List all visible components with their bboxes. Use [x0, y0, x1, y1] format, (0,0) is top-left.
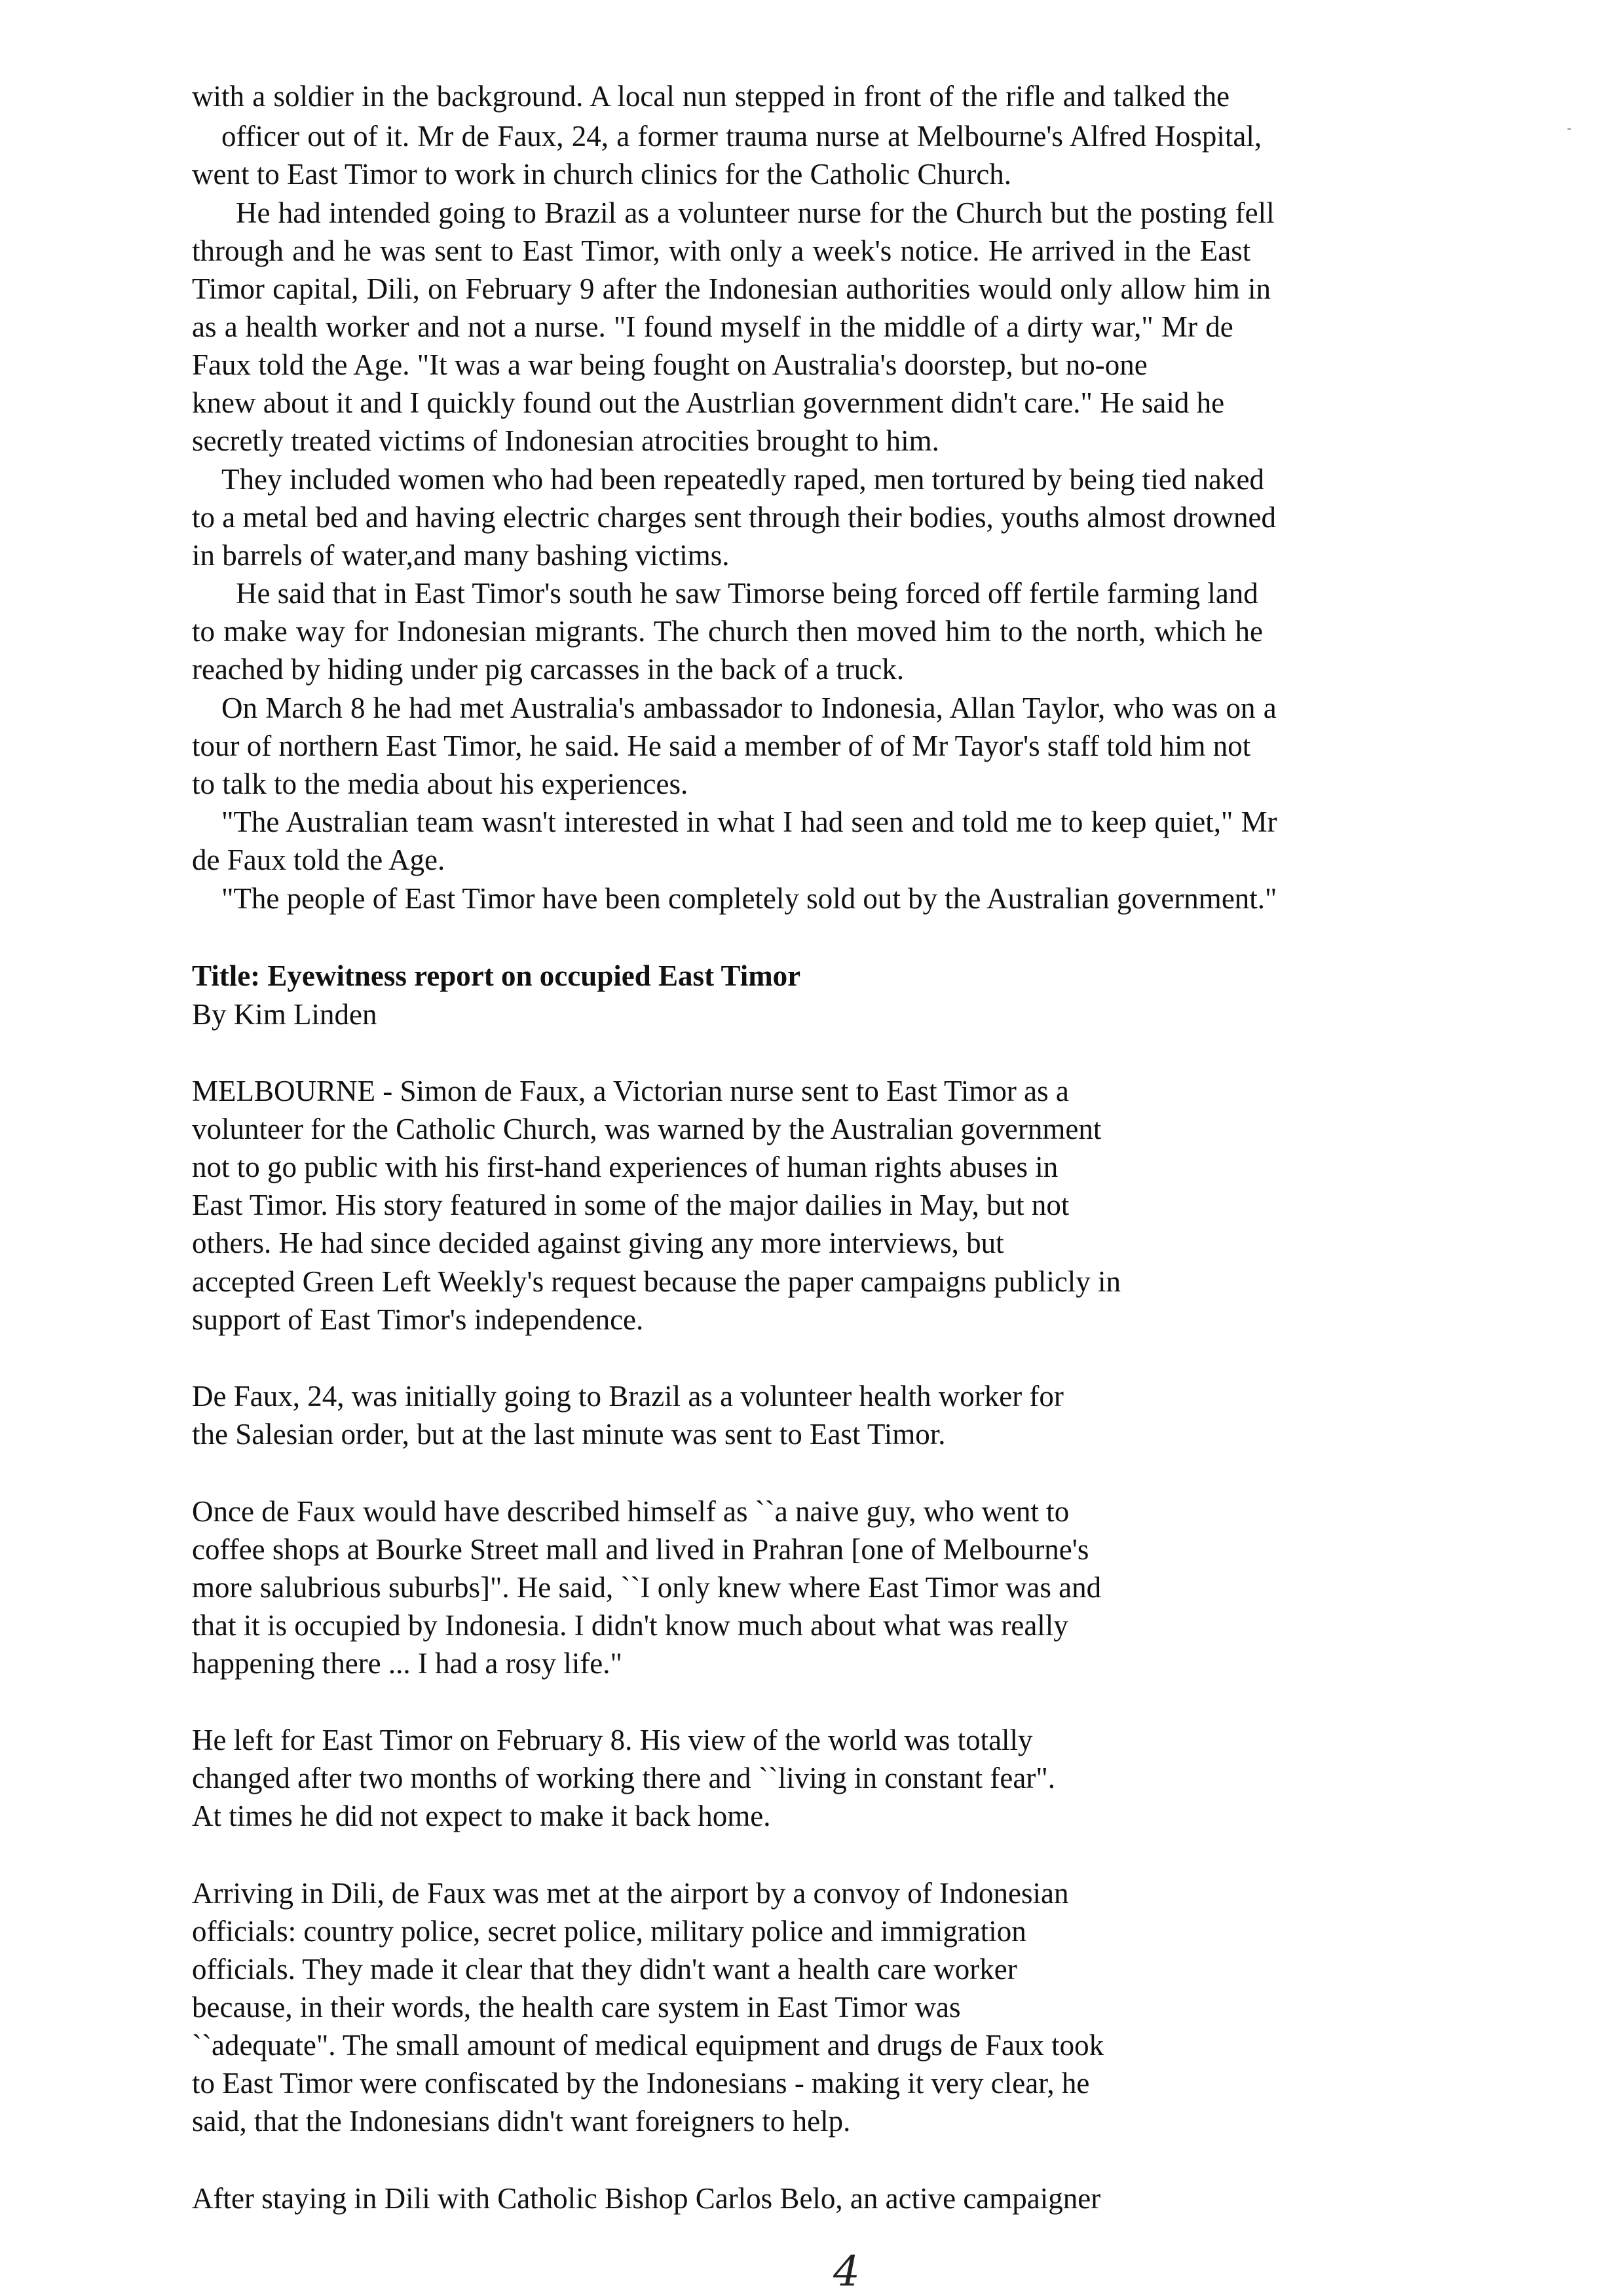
text-line: because, in their words, the health care system in East Timor was [192, 1991, 961, 2024]
text-line: officials. They made it clear that they didn't want a health care worker [192, 1953, 1017, 1986]
text-line: tour of northern East Timor, he said. He said a member of of Mr Tayor's staff told him not [192, 730, 1251, 762]
text-line: to East Timor were confiscated by the Indonesians - making it very clear, he [192, 2067, 1090, 2100]
page-number: 4 [833, 2248, 860, 2296]
text-line: the Salesian order, but at the last minute was sent to East Timor. [192, 1418, 946, 1451]
text-line: De Faux, 24, was initially going to Brazil as a volunteer health worker for [192, 1380, 1064, 1413]
text-line: to talk to the media about his experiences. [192, 768, 688, 800]
text-line: He said that in East Timor's south he saw Timorse being forced off fertile farming land [236, 577, 1258, 610]
text-line: Faux told the Age. "It was a war being fought on Australia's doorstep, but no-one [192, 348, 1148, 381]
text-line: At times he did not expect to make it back home. [192, 1800, 771, 1832]
article-title: Title: Eyewitness report on occupied East Timor [192, 959, 801, 992]
text-line: as a health worker and not a nurse. "I found myself in the middle of a dirty war," Mr de [192, 310, 1233, 343]
text-line: "The people of East Timor have been completely sold out by the Australian government." [221, 882, 1277, 915]
text-line: They included women who had been repeatedly raped, men tortured by being tied naked [221, 463, 1264, 496]
text-line: "The Australian team wasn't interested in what I had seen and told me to keep quiet," Mr [221, 805, 1277, 838]
text-line: volunteer for the Catholic Church, was warned by the Australian government [192, 1113, 1102, 1145]
text-line: others. He had since decided against giving any more interviews, but [192, 1227, 1004, 1259]
text-line: MELBOURNE - Simon de Faux, a Victorian nurse sent to East Timor as a [192, 1075, 1069, 1107]
text-line: to a metal bed and having electric charges sent through their bodies, youths almost drowned [192, 501, 1276, 534]
text-line: in barrels of water,and many bashing victims. [192, 539, 730, 572]
text-line: de Faux told the Age. [192, 843, 445, 876]
text-line: said, that the Indonesians didn't want foreigners to help. [192, 2105, 851, 2138]
text-line: more salubrious suburbs]". He said, ``I only knew where East Timor was and [192, 1571, 1102, 1604]
text-line: Once de Faux would have described himself as ``a naive guy, who went to [192, 1495, 1070, 1528]
text-line: He had intended going to Brazil as a volunteer nurse for the Church but the posting fell [236, 196, 1275, 229]
scan-speck [1567, 128, 1571, 130]
text-line: changed after two months of working there and ``living in constant fear". [192, 1762, 1055, 1794]
text-line: secretly treated victims of Indonesian atrocities brought to him. [192, 424, 939, 457]
text-line: knew about it and I quickly found out the Austrlian government didn't care." He said he [192, 386, 1225, 419]
text-line: officials: country police, secret police, military police and immigration [192, 1915, 1026, 1948]
text-line: Arriving in Dili, de Faux was met at the airport by a convoy of Indonesian [192, 1877, 1069, 1910]
text-line: East Timor. His story featured in some of the major dailies in May, but not [192, 1189, 1070, 1221]
text-line: to make way for Indonesian migrants. The church then moved him to the north, which he [192, 615, 1264, 648]
text-line: officer out of it. Mr de Faux, 24, a former trauma nurse at Melbourne's Alfred Hospital, [221, 120, 1262, 153]
text-line: reached by hiding under pig carcasses in the back of a truck. [192, 653, 905, 686]
text-line: coffee shops at Bourke Street mall and lived in Prahran [one of Melbourne's [192, 1533, 1089, 1566]
text-line: accepted Green Left Weekly's request because the paper campaigns publicly in [192, 1265, 1121, 1298]
text-line: that it is occupied by Indonesia. I didn't know much about what was really [192, 1609, 1068, 1642]
text-line: He left for East Timor on February 8. His view of the world was totally [192, 1724, 1033, 1756]
text-line: ``adequate". The small amount of medical equipment and drugs de Faux took [192, 2029, 1104, 2062]
text-line: After staying in Dili with Catholic Bishop Carlos Belo, an active campaigner [192, 2182, 1101, 2215]
text-line: Timor capital, Dili, on February 9 after the Indonesian authorities would only allow him in [192, 272, 1271, 305]
text-line: On March 8 he had met Australia's ambassador to Indonesia, Allan Taylor, who was on a [221, 692, 1277, 724]
text-line: not to go public with his first-hand experiences of human rights abuses in [192, 1151, 1059, 1183]
text-line: support of East Timor's independence. [192, 1303, 644, 1336]
text-line: happening there ... I had a rosy life." [192, 1647, 622, 1680]
byline: By Kim Linden [192, 998, 377, 1031]
text-line: went to East Timor to work in church clinics for the Catholic Church. [192, 158, 1012, 191]
text-line: with a soldier in the background. A local nun stepped in front of the rifle and talked the [192, 80, 1230, 113]
text-line: through and he was sent to East Timor, with only a week's notice. He arrived in the East [192, 234, 1251, 267]
